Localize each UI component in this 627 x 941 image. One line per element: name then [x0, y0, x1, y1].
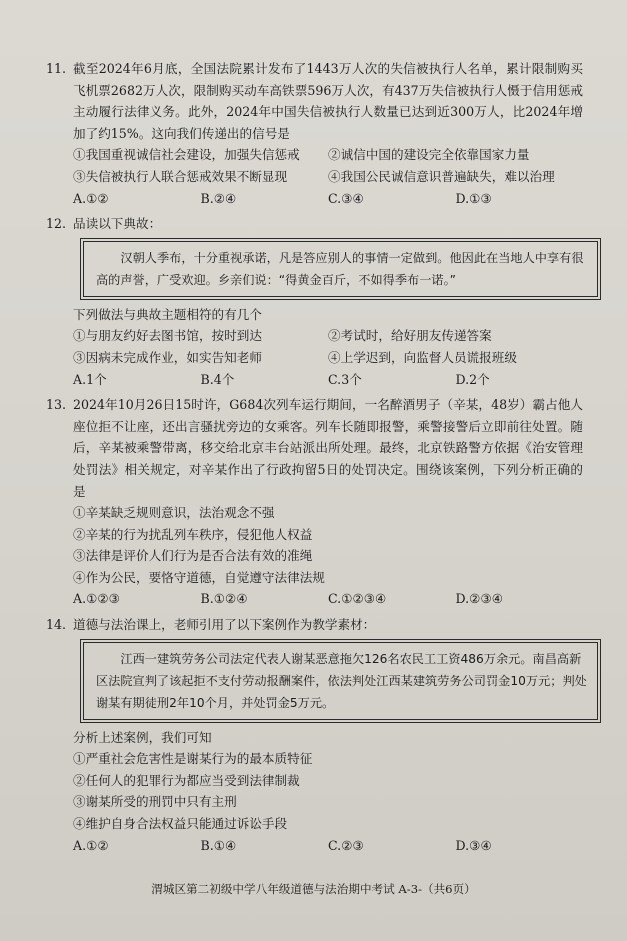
choice-d: D.2个 — [455, 371, 490, 387]
statement-1: ①辛某缺乏规则意识，法治观念不强 — [73, 505, 275, 521]
answer-choices — [46, 369, 583, 391]
statement-3: ③失信被执行人联合惩戒效果不断显现 — [73, 168, 288, 184]
question-stem: 2024年10月26日15时许，G684次列车运行期间，一名醉酒男子（辛某，48岁）霸占他人座位拒不让座，还出言骚扰旁边的女乘客。列车长随即报警，乘警接警后立即前往处置。随后，辛某被乘警带离，移交给北京丰台站派出所处理。最终，北京铁路警方依据《治安管理处罚法》相关规定，对辛某作出了行政拘留5日的处罚决定。围绕该案例，下列分析正确的是 — [73, 397, 583, 499]
choice-c: C.①②③④ — [328, 591, 387, 607]
question-number: 14. — [46, 617, 67, 633]
option-statements — [46, 325, 583, 368]
answer-choices — [46, 835, 583, 857]
statement-4: ④我国公民诚信意识普遍缺失，难以治理 — [328, 168, 555, 184]
question-prompt: 分析上述案例，我们可知 — [73, 729, 212, 745]
statement-4: ④维护自身合法权益只能通过诉讼手段 — [73, 816, 288, 832]
statement-1: ①严重社会危害性是谢某行为的最本质特征 — [73, 751, 313, 767]
choice-b: B.②④ — [200, 190, 237, 206]
case-box: 江西一建筑劳务公司法定代表人谢某恶意拖欠126名农民工工资486万余元。南昌高新区法院宣判了该起拒不支付劳动报酬案件，依法判处江西某建筑劳务公司罚金10万元；判处谢某有期徒刑2年10个月，并处罚金5万元。 — [83, 642, 598, 720]
option-statements — [46, 502, 583, 588]
question-number: 11. — [46, 61, 67, 76]
choice-d: D.②③④ — [455, 591, 504, 607]
option-statements — [46, 144, 583, 187]
statement-4: ④上学迟到，向监督人员谎报班级 — [328, 349, 517, 365]
question-stem: 道德与法治课上，老师引用了以下案例作为教学素材： — [73, 617, 376, 633]
choice-d: D.①③ — [455, 190, 492, 206]
statement-2: ②任何人的犯罪行为都应当受到法律制裁 — [73, 772, 300, 788]
statement-2: ②辛某的行为扰乱列车秩序，侵犯他人权益 — [73, 526, 313, 542]
choice-d: D.③④ — [455, 837, 492, 853]
question-prompt: 下列做法与典故主题相符的有几个 — [73, 306, 262, 322]
choice-b: B.①②④ — [200, 591, 248, 607]
statement-1: ①我国重视诚信社会建设，加强失信惩戒 — [73, 147, 300, 163]
statement-3: ③因病未完成作业，如实告知老师 — [73, 349, 262, 365]
question-stem: 截至2024年6月底，全国法院累计发布了1443万人次的失信被执行人名单，累计限制购买飞机票2682万人次，限制购买动车高铁票596万人次，有437万失信被执行人慑于信用惩戒主动履行法律义务。此外，2024年中国失信被执行人数量已达到近300万人，比2024年增加了约15%。这向我们传递出的信号是 — [73, 61, 583, 141]
question-12 — [46, 213, 583, 390]
question-13 — [46, 394, 583, 610]
choice-c: C.3个 — [328, 371, 362, 387]
answer-choices — [46, 188, 583, 210]
choice-a: A.①② — [73, 190, 109, 206]
choice-a: A.1个 — [73, 371, 107, 387]
choice-b: B.①④ — [200, 837, 237, 853]
question-number: 12. — [46, 216, 67, 232]
choice-c: C.③④ — [328, 190, 364, 206]
page-footer: 渭城区第二初级中学八年级道德与法治期中考试 A-3-（共6页） — [151, 882, 476, 896]
statement-1: ①与朋友约好去图书馆，按时到达 — [73, 328, 262, 344]
story-box: 汉朝人季布，十分重视承诺，凡是答应别人的事情一定做到。他因此在当地人中享有很高的声誉，广受欢迎。乡亲们说：“得黄金百斤，不如得季布一诺。” — [83, 241, 598, 297]
statement-2: ②诚信中国的建设完全依靠国家力量 — [328, 147, 530, 163]
choice-a: A.①② — [73, 837, 109, 853]
statement-4: ④作为公民，要恪守道德，自觉遵守法律法规 — [73, 569, 325, 585]
choice-b: B.4个 — [200, 371, 235, 387]
choice-a: A.①②③ — [73, 591, 120, 607]
question-stem: 品读以下典故： — [73, 216, 162, 232]
statement-3: ③谢某所受的刑罚中只有主刑 — [73, 794, 237, 810]
question-number: 13. — [46, 397, 67, 413]
answer-choices — [46, 588, 583, 610]
question-11 — [46, 58, 583, 209]
option-statements — [46, 748, 583, 834]
statement-3: ③法律是评价人们行为是否合法有效的准绳 — [73, 548, 313, 564]
choice-c: C.②③ — [328, 837, 364, 853]
question-14 — [46, 614, 587, 856]
statement-2: ②考试时，给好朋友传递答案 — [328, 328, 492, 344]
